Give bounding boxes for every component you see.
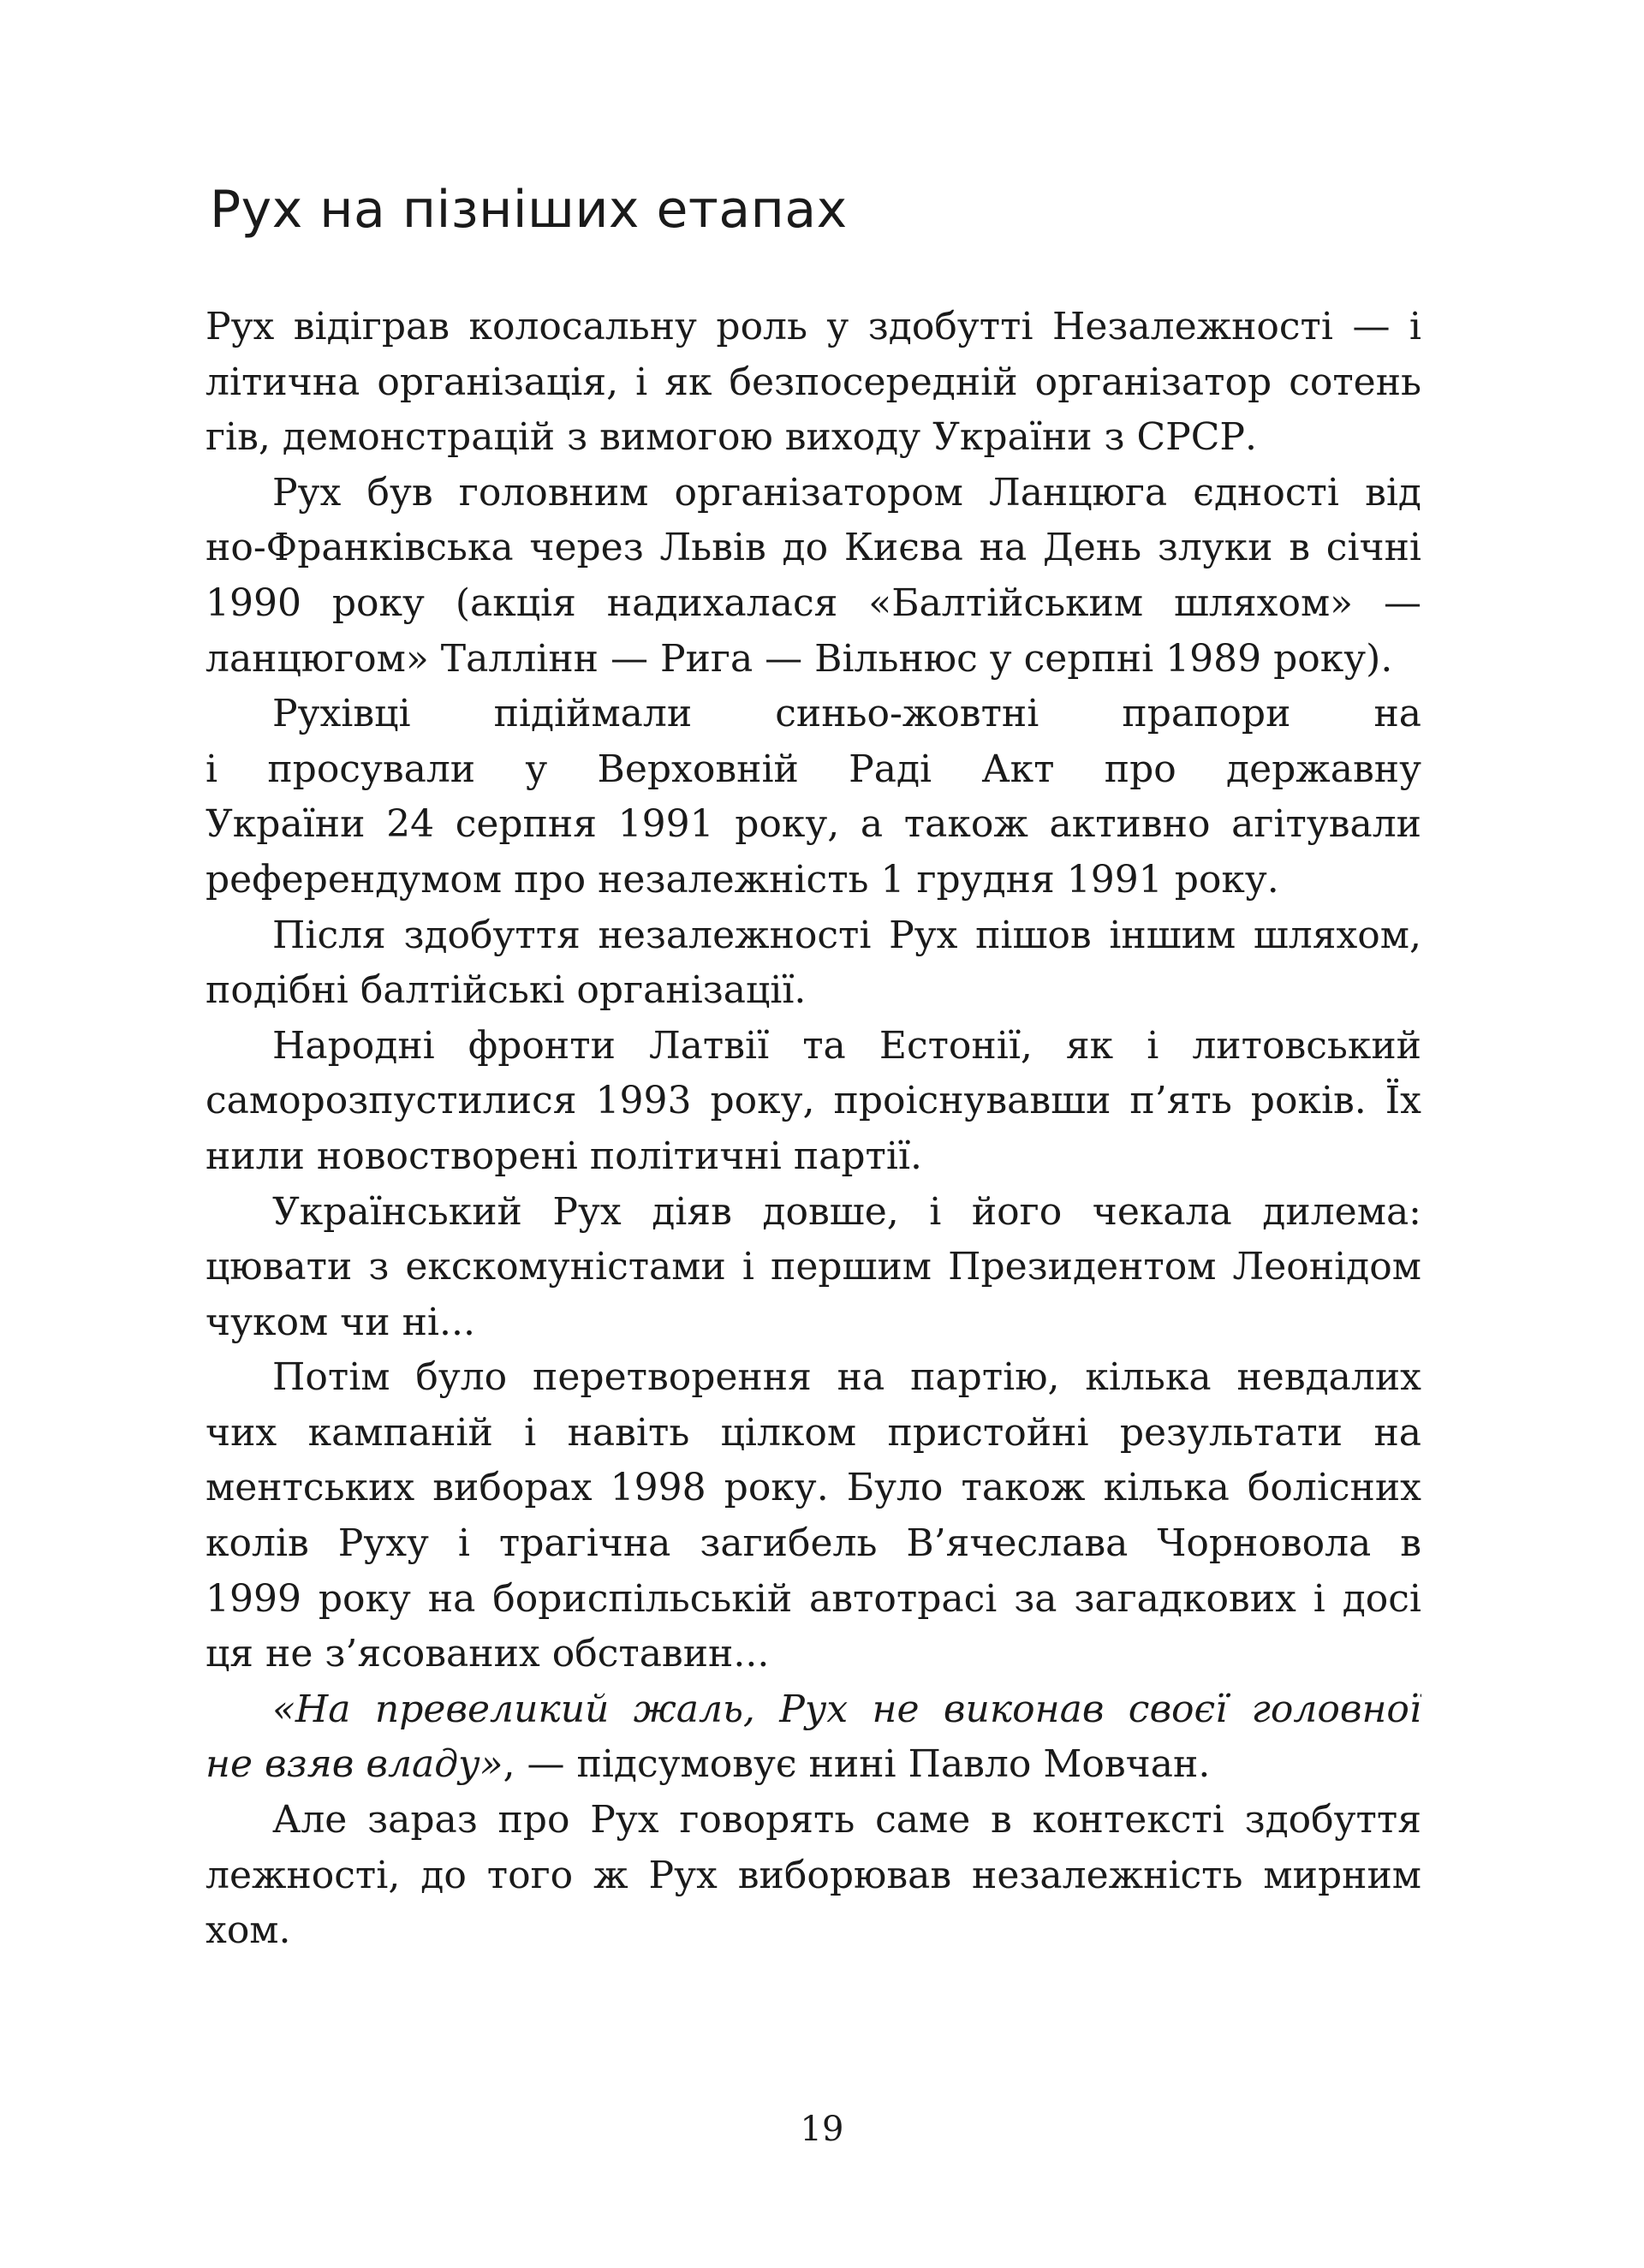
page-number: 19 [800,2110,844,2149]
paragraph [206,1185,1421,1351]
section-heading: Рух на пізніших етапах [210,180,848,240]
text-line: і просували у Верховній Раді Акт про державну [206,747,1421,791]
body-text [206,300,1421,1959]
text-line: чуком чи ні... [206,1300,475,1344]
paragraph [206,908,1421,1019]
text-line: ця не з’ясованих обставин... [206,1632,770,1676]
text-line: Рух був головним організатором Ланцюга єдності від [272,470,1421,515]
text-line [206,1737,1421,1793]
paragraph [206,1019,1421,1185]
text-line: нили новостворені політичні партії. [206,1134,923,1178]
paragraph [206,1793,1421,1959]
text-line: літична організація, і як безпосередній організатор сотень [206,360,1421,404]
paragraph [206,687,1421,908]
text-line: но-Франківська через Львів до Києва на День злуки в січні [206,526,1421,570]
text-line: Рух відіграв колосальну роль у здобутті Незалежності — і [206,305,1421,348]
text-line: колів Руху і трагічна загибель В’ячеслава Чорновола в [206,1521,1421,1566]
text-line: подібні балтійські організації. [206,968,807,1013]
text-line: Потім було перетворення на партію, кілька невдалих [272,1355,1421,1400]
quote-line: не взяв владу» [206,1742,503,1787]
text-line: референдумом про незалежність 1 грудня 1991 року. [206,857,1279,902]
text-line: цювати з екскомуністами і першим Президентом Леонідом [206,1245,1421,1289]
text-line: Після здобуття незалежності Рух пішов іншим шляхом, [272,913,1421,957]
text-line: України 24 серпня 1991 року, а також активно агітували [206,802,1421,847]
paragraph [206,1350,1421,1682]
text-line: 1990 року (акція надихалася «Балтійським шляхом» — [206,580,1421,625]
attribution-text: , — підсумовує нині Павло Мовчан. [503,1742,1211,1787]
quote-paragraph [206,1682,1421,1793]
text-line: Український Рух діяв довше, і його чекала дилема: [272,1189,1421,1234]
text-line: 1999 року на бориспільській автотрасі за загадкових і досі [206,1576,1421,1621]
text-line: ланцюгом» Таллінн — Рига — Вільнюс у серпні 1989 року). [206,636,1393,681]
text-line: чих кампаній і навіть цілком пристойні результати на [206,1410,1421,1455]
text-line: хом. [206,1908,291,1953]
text-line: гів, демонстрацій з вимогою виходу України з СРСР. [206,415,1258,460]
text-line: Народні фронти Латвії та Естонії, як і литовський [272,1023,1421,1068]
text-line: Але зараз про Рух говорять саме в контексті здобуття [272,1798,1421,1842]
text-line: ментських виборах 1998 року. Було також кілька болісних [206,1466,1421,1510]
text-line: саморозпустилися 1993 року, проіснувавши п’ять років. Їх [206,1079,1421,1123]
text-line: Рухівці підіймали синьо-жовтні прапори на [272,692,1421,736]
paragraph [206,466,1421,687]
text-line: лежності, до того ж Рух виборював незалежність мирним [206,1853,1421,1897]
quote-line: «На превеликий жаль, Рух не виконав своєї головної [272,1687,1421,1731]
paragraph [206,300,1421,466]
